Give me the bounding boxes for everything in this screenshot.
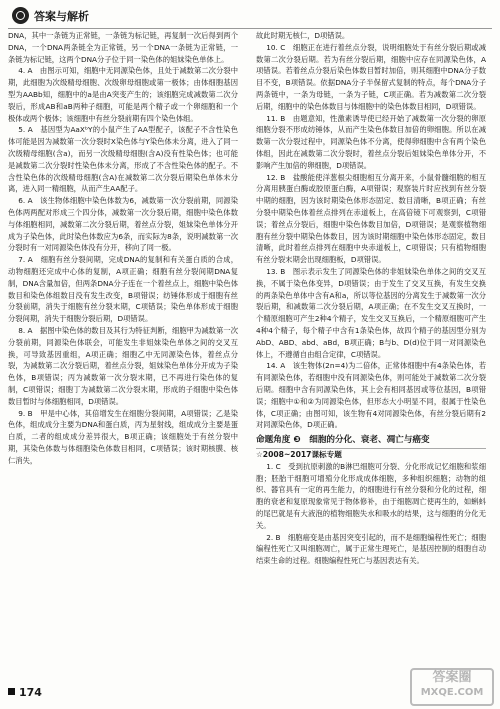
answer-paragraph: 8. A 据图中染色体的数目及其行为特征判断，细胞甲为减数第一次分裂前期，同源染色体联会，可能发生非姐妹染色单体之间的交叉互换，可导致基因重组，A项正确；细胞乙中无同源染色体，着丝点分裂，为减数第二次分裂后期，着丝点分裂，姐妹染色单体分开成为子染色体，B项错误；丙为减数第一次分裂末期，已不再进行染色体的复制，C项错误；细胞丁为减数第二次分裂末期，形成的子细胞中染色体数目暂时与体细胞相同，D项错误。 — [8, 325, 238, 406]
watermark-line1: 答案圈 — [432, 670, 472, 685]
subsection-label: ☆2008~2017课标专题 — [256, 450, 342, 460]
answer-paragraph: 13. B 图示表示发生了同源染色体的非姐妹染色单体之间的交叉互换，不属于染色体变异，D项错误；由于发生了交叉互换，有发生交换的两条染色单体中含有A和a，所以等位基因的分离发生于减数第一次分裂后期，和减数第二次分裂后期，A项正确；在不发生交叉互换时，一个精原细胞可产生2种4个精子，发生交叉互换后，一个精原细胞可产生4种4个精子，每个精子中含有1条染色体，故四个精子的基因型分别为AbD、ABD、abd、aBd，B项正确；B与b、D(d)位于同一对同源染色体上，不遵循自由组合定律，C项错误。 — [256, 266, 486, 359]
answer-paragraph: 故此时期无核仁，D项错误。 — [256, 31, 350, 40]
answer-paragraph: DNA，其中一条链为正常链，一条链为标记链，再复制一次后得到两个DNA，一个DNA两条链全为正常链，另一个DNA一条链为正常链，一条链为标记链，这两个DNA分子位于同一染色体的姐妹染色单体上。 — [8, 31, 238, 64]
answer-paragraph: 9. B 甲是中心体，其倍增发生在细胞分裂间期，A项错误；乙是染色体，组成成分主要为DNA和蛋白质，丙为星射线，组成成分主要是蛋白质，二者的组成成分差异很大，B项正确；该细胞处于有丝分裂中期，其染色体数与体细胞染色体数目相同，C项错误；该时期核膜、核仁消失， — [8, 408, 238, 465]
answer-paragraph: 2. B 细胞癌变是由基因突变引起的，而不是细胞编程性死亡；细胞编程性死亡又叫细胞凋亡，属于正常生理死亡，是基因控制的细胞自动结束生命的过程。细胞编程性死亡与基因表达有关。 — [256, 532, 486, 566]
answer-paragraph: 6. A 该生物体细胞中染色体数为6，减数第一次分裂前期，同源染色体两两配对形成三个四分体，减数第一次分裂后期，细胞中染色体数与体细胞相同，减数第二次分裂后期，着丝点分裂，姐妹染色单体分开成为子染色体，此时染色体数应为6条，而实际为8条，说明减数第一次分裂时有一对同源染色体没有分开，移向了同一极。 — [8, 196, 238, 253]
answer-paragraph: 12. B 盐酸能使洋葱根尖细胞相互分离开来，小鼠骨髓细胞的相互分离用胰蛋白酶或胶原蛋白酶，A项错误；观察装片时应找到有丝分裂中期的细胞，因为该时期染色体形态固定、数目清晰，B项正确；有丝分裂中期染色体着丝点排列在赤道板上，在高倍镜下可观察到，C项错误；着丝点分裂后，细胞中染色体数目加倍，D项错误；是观察植物细胞有丝分裂中期染色体数目，因为该时期细胞中染色体形态固定，数目清晰，此时着丝点排列在细胞中央赤道板上，C项错误；只有植物细胞有丝分裂末期会出现细胞板，D项错误。 — [256, 172, 486, 265]
answer-paragraph: 7. A 细胞有丝分裂间期，完成DNA的复制和有关蛋白质的合成，动物细胞还完成中心体的复制，A项正确；细胞有丝分裂间期DNA复制，DNA含量加倍，但两条DNA分子连在一个着丝点上，细胞中染色体数目和染色体组数目没有发生改变，B项错误；纺锤体形成于细胞有丝分裂前期，消失于细胞有丝分裂末期，C项错误；染色单体形成于细胞分裂间期，消失于细胞分裂后期，D项错误。 — [8, 255, 238, 324]
answer-paragraph: 5. A 基因型为AaXᵇY的小鼠产生了AA型配子，该配子不含性染色体可能是因为减数第一次分裂时X染色体与Y染色体未分离，进入了同一次级精母细胞(含a)，而另一次级精母细胞(含A)没有性染色体；也可能是减数第二次分裂时性染色体未分离，形成了不含性染色体的配子。不含性染色体的次级精母细胞(含A)在减数第二次分裂后期染色单体未分离，进入同一精细胞，从而产生AA配子。 — [8, 125, 238, 194]
left-column — [8, 30, 238, 466]
header-title: 答案与解析 — [34, 10, 89, 23]
page-header — [8, 4, 492, 29]
answer-paragraph: 1. C 受到抗原刺激的B淋巴细胞可分裂、分化形成记忆细胞和浆细胞；胚胎干细胞可增殖分化形成成体细胞，多种组织细胞；动物的组织、器官具有一定的再生能力，的细胞进行有丝分裂和分化的过程，细胞的衰老和复原现象常见于物体修补，由于细胞凋亡使再生的，如蝌蚪的尾巴就是有大液泡的植物细胞失水和吸水的结果，这与细胞的分化无关。 — [256, 461, 486, 530]
answer-paragraph: 4. A 由图示可知，细胞中无同源染色体，且处于减数第二次分裂中期，此细胞为次级精母细胞、次级卵母细胞或第一极体；由体细胞基因型为AABb知，细胞中的a是由A突变产生的；该细胞完成减数第二次分裂后，形成AB和aB两种子细胞，可能是两个精子或一个卵细胞和一个极体或两个极体；该细胞中有丝分裂前期有四个染色体组。 — [8, 66, 238, 123]
answer-paragraph: 10. C 细胞正在进行着丝点分裂，说明细胞处于有丝分裂后期或减数第二次分裂后期。若为有丝分裂后期，细胞中应存在同源染色体，A项错误。若着丝点分裂后染色体数目暂时加倍，则其细胞中DNA分子数目不变，B项错误。依据DNA分子半保留式复制的特点，每个DNA分子两条链中，一条为母链，一条为子链，C项正确。若为减数第二次分裂后期，细胞中的染色体数目与体细胞中的染色体数目相同，D项错误。 — [256, 42, 486, 111]
watermark — [410, 668, 494, 706]
book-logo-icon — [12, 7, 29, 24]
right-column — [256, 30, 486, 567]
answer-paragraph: 11. B 由题意知，性激素诱导使已经开始了减数第一次分裂的卵原细胞分裂不形成纺锤体，从而产生染色体数目加倍的卵细胞。所以在减数第一次分裂过程中，同源染色体不分离，使得卵细胞中含有两个染色体组，因此在减数第二次分裂时，着丝点分裂后姐妹染色单体分开，不影响产生加倍的卵细胞，D项错误。 — [256, 113, 486, 170]
watermark-line2: MXQE.COM — [420, 687, 484, 698]
section-heading: 命题角度 ❸ 细胞的分化、衰老、凋亡与癌变 — [256, 434, 486, 449]
page-number: 174 — [8, 686, 42, 699]
answer-paragraph: 14. A 该生物体(2n=4)为二倍体，正常体细胞中有4条染色体，若有同源染色体，若细胞中没有同源染色体，则可能处于减数第二次分裂后期。细胞中含有同源染色体，其上会有相同基因或等位基因，B项错误；细胞中①和②为同源染色体，但形态大小明显不同，很属于性染色体，C项正确；由图可知，该生物有4对同源染色体，有丝分裂后期有2对同源染色体，D项正确。 — [256, 361, 486, 430]
